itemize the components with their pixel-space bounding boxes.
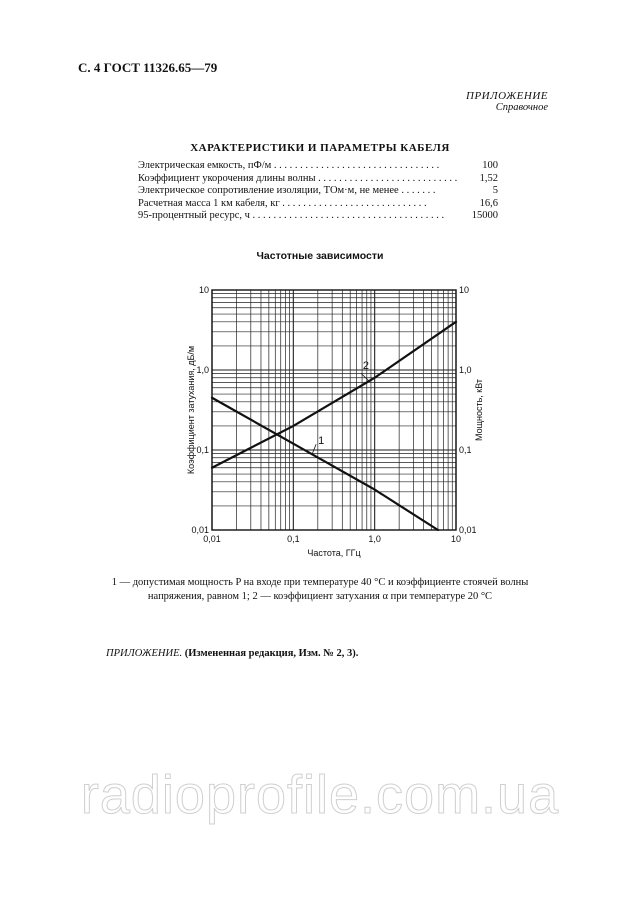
watermark: radioprofile.com.ua — [80, 765, 560, 825]
x-tick-label: 0,1 — [287, 534, 300, 544]
param-label: 95-процентный ресурс, ч . . . . . . . . . . . . . . . . . . . . . . . . . . . . . . . . . . . . . — [138, 210, 445, 221]
y-tick-label-right: 10 — [459, 285, 470, 295]
appendix-label — [466, 90, 548, 113]
x-tick-label: 1,0 — [368, 534, 381, 544]
x-tick-label: 0,01 — [203, 534, 221, 544]
param-value: 100 — [482, 160, 498, 171]
param-row — [138, 173, 498, 186]
param-value: 15000 — [471, 210, 498, 221]
y-tick-label-left: 1,0 — [196, 365, 209, 375]
parameters-list — [138, 160, 498, 223]
series-1-line — [212, 398, 438, 530]
y-tick-label-left: 0,1 — [196, 445, 209, 455]
appendix-kind: Справочное — [495, 102, 548, 113]
plot-frame — [212, 290, 456, 530]
y-tick-label-right: 1,0 — [459, 365, 472, 375]
y-tick-label-left: 10 — [198, 285, 209, 295]
footnote-text: (Измененная редакция, Изм. № 2, 3). — [184, 648, 359, 659]
section-title: ХАРАКТЕРИСТИКИ И ПАРАМЕТРЫ КАБЕЛЯ — [190, 142, 450, 154]
param-row — [138, 210, 498, 223]
y-tick-label-left: 0,01 — [191, 525, 209, 535]
param-value: 16,6 — [479, 197, 498, 209]
page-header: С. 4 ГОСТ 11326.65—79 — [78, 60, 218, 75]
y-axis-label-left: Коэффициент затухания, дБ/м — [186, 345, 196, 475]
param-label: Расчетная масса 1 км кабеля, кг . . . . . . . . . . . . . . . . . . . . . . . . . . . . — [138, 197, 427, 209]
y-tick-label-right: 0,01 — [459, 525, 477, 535]
footnote-label: ПРИЛОЖЕНИЕ. — [106, 648, 183, 659]
appendix-title: ПРИЛОЖЕНИЕ — [466, 90, 548, 102]
x-tick-label: 10 — [450, 534, 462, 544]
chart-title: Частотные зависимости — [256, 250, 384, 262]
frequency-chart — [180, 278, 484, 560]
y-axis-label-right: Мощность, кВт — [474, 378, 484, 442]
param-label: Электрическая емкость, пФ/м . . . . . . . . . . . . . . . . . . . . . . . . . . . . . . . . — [138, 160, 440, 171]
param-row — [138, 198, 498, 211]
footnote — [106, 648, 358, 659]
param-row — [138, 160, 498, 173]
param-label: Электрическое сопротивление изоляции, ТОм·м, не менее . . . . . . . — [138, 185, 436, 196]
param-value: 1,52 — [479, 172, 498, 184]
figure-caption: 1 — допустимая мощность P на входе при температуре 40 °С и коэффициенте стоячей волны напряжения, равном 1; 2 — коэффициент затухания α при температуре 20 °С — [111, 577, 529, 602]
series-2-label: 2 — [362, 360, 370, 373]
series-1-label: 1 — [318, 435, 325, 448]
y-tick-label-right: 0,1 — [459, 445, 472, 455]
x-axis-label: Частота, ГГц — [307, 548, 361, 558]
param-row — [138, 185, 498, 198]
param-value: 5 — [492, 185, 498, 196]
series-1-leader — [312, 444, 316, 454]
param-label: Коэффициент укорочения длины волны . . . . . . . . . . . . . . . . . . . . . . . . . . . — [138, 172, 458, 184]
series-2-line — [212, 322, 456, 468]
